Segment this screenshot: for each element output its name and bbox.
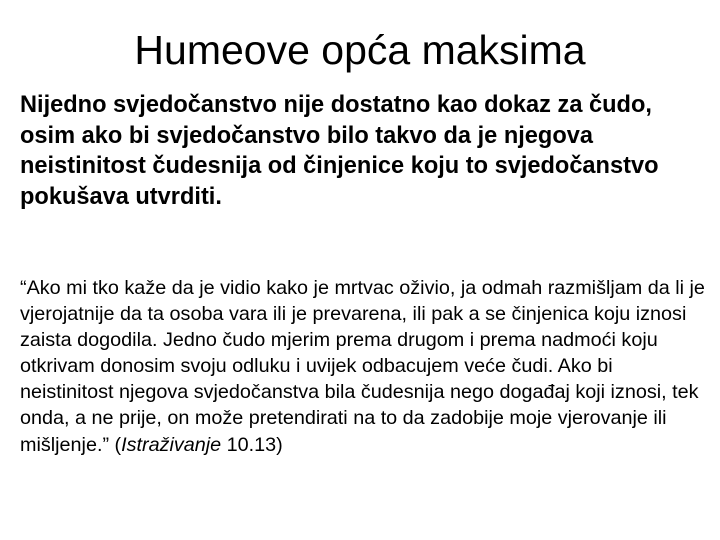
citation-work: Istraživanje: [121, 433, 222, 456]
citation-open: (: [109, 433, 122, 456]
quote-paragraph: [20, 275, 705, 458]
quote-text: “Ako mi tko kaže da je vidio kako je mrtvac oživio, ja odmah razmišljam da li je vjerojatnije da ta osoba vara ili je prevarena, ili pak a se činjenica koju iznosi zaista dogodila. Jedno čudo mjerim prema drugom i prema nadmoći koju otkrivam donosim svoju odluku i uvijek odbacujem veće čudi. Ako bi neistinitost njegova svjedočanstva bila čudesnija nego događaj koji iznosi, tek onda, a ne prije, on može pretendirati na to da zadobije moje vjerovanje ili mišljenje.”: [20, 277, 705, 456]
slide-title: Humeove opća maksima: [134, 27, 586, 73]
maxim-text: Nijedno svjedočanstvo nije dostatno kao dokaz za čudo, osim ako bi svjedočanstvo bilo takvo da je njegova neistinitost čudesnija od činjenice koju to svjedočanstvo pokušava utvrditi.: [20, 92, 659, 210]
citation-section: 10.13): [221, 433, 283, 456]
